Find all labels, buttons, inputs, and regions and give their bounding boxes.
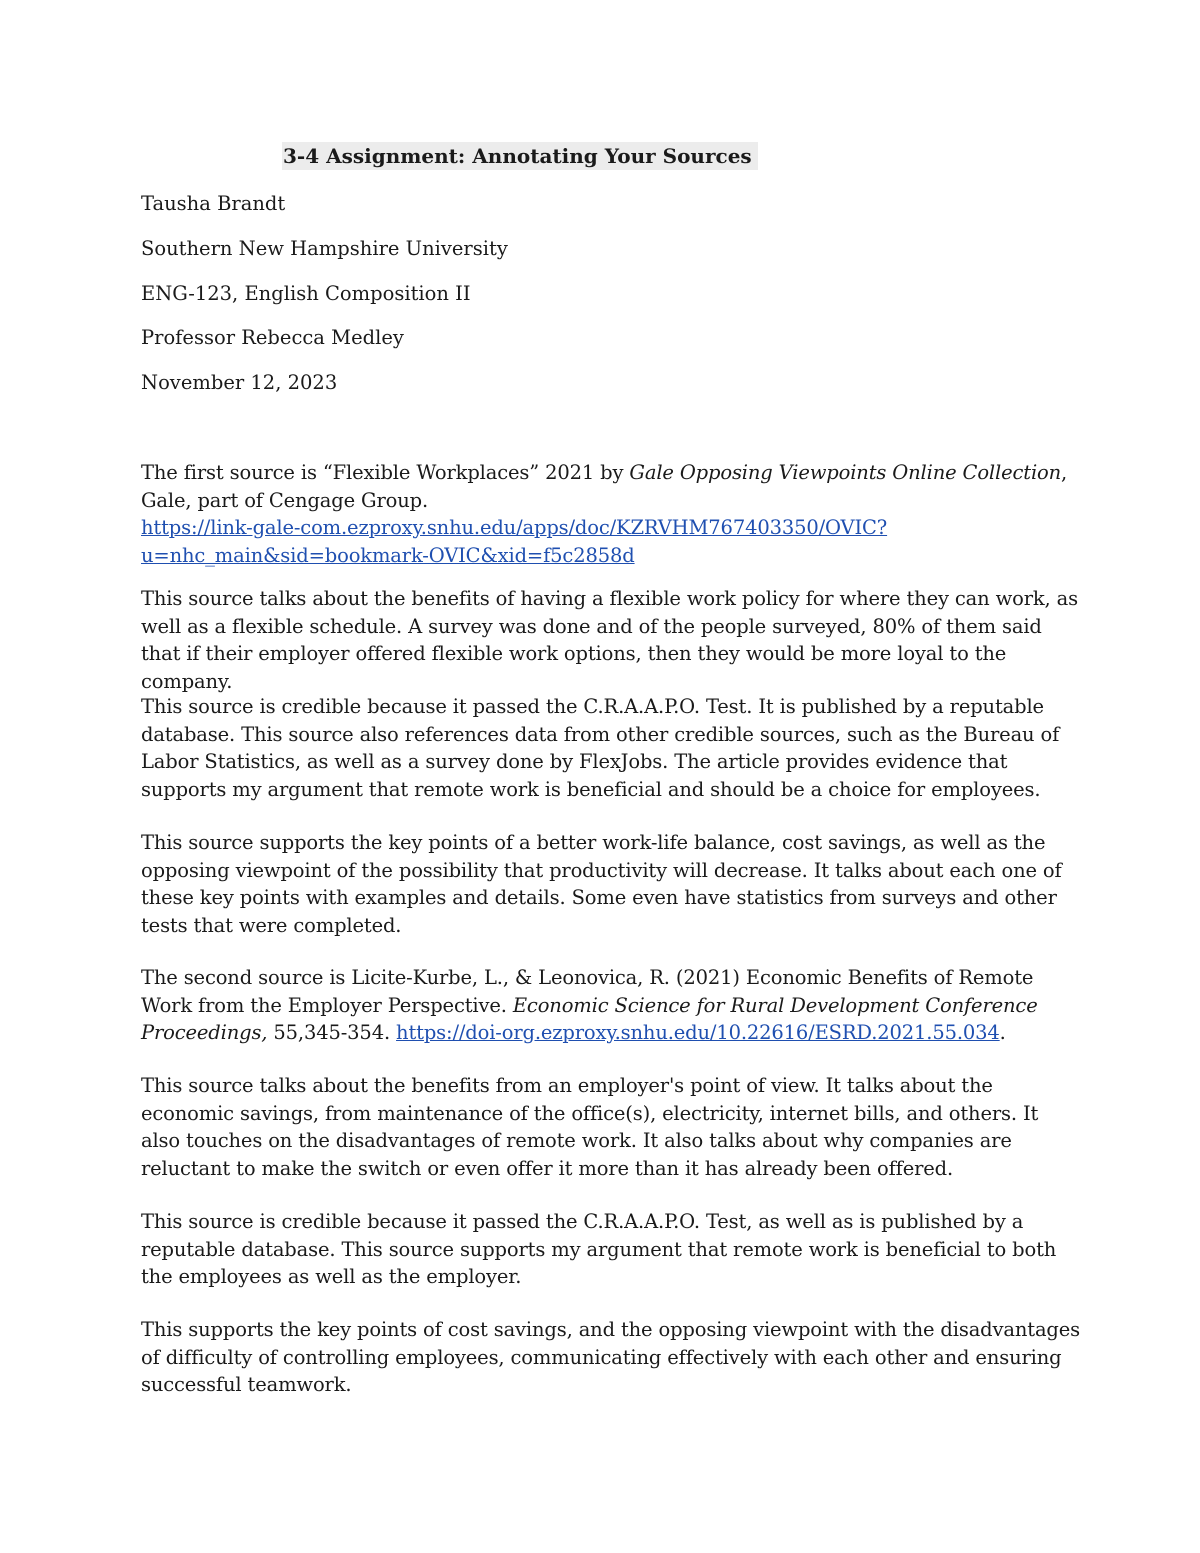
author-name: Tausha Brandt bbox=[141, 192, 286, 215]
source1-url-link-line2[interactable]: u=nhc_main&sid=bookmark-OVIC&xid=f5c2858d bbox=[141, 543, 635, 567]
source1-credibility-paragraph: This source is credible because it passed the C.R.A.A.P.O. Test. It is published by a reputable database. This source also references data from other credible sources, such as the Bureau of Labor Statistics, as well as a survey done by FlexJobs. The article provides evidence that supports my argument that remote work is beneficial and should be a choice for employees. bbox=[141, 695, 1060, 801]
source2-credibility-paragraph: This source is credible because it passed the C.R.A.A.P.O. Test, as well as is published by a reputable database. This source supports my argument that remote work is beneficial to both the employees as well as the employer. bbox=[141, 1210, 1057, 1288]
source2-citation-prefix: The second source is Licite-Kurbe, L., & Leonovica, R. (2021) Economic Benefits of Remote Work from the Employer Perspective. bbox=[141, 966, 1034, 1017]
source2-citation-publication: Economic Science for Rural Development Conference Proceedings, bbox=[141, 993, 1038, 1044]
source2-summary-paragraph: This source talks about the benefits from an employer's point of view. It talks about the economic savings, from maintenance of the office(s), electricity, internet bills, and others. It also touches on the disadvantages of remote work. It also talks about why companies are reluctant to make the switch or even offer it more than it has already been offered. bbox=[141, 1074, 1039, 1180]
source1-citation-publication: Gale Opposing Viewpoints Online Collection bbox=[629, 461, 1062, 484]
submission-date: November 12, 2023 bbox=[141, 371, 338, 394]
source1-citation-suffix: , Gale, part of Cengage Group. bbox=[141, 461, 1068, 512]
source2-url-link[interactable]: https://doi-org.ezproxy.snhu.edu/10.22616/ESRD.2021.55.034 bbox=[396, 1021, 1000, 1044]
source2-url-suffix: . bbox=[999, 1021, 1006, 1044]
source2-key-points-paragraph: This supports the key points of cost savings, and the opposing viewpoint with the disadvantages of difficulty of controlling employees, communicating effectively with each other and ensuring successful teamwork. bbox=[141, 1318, 1080, 1396]
professor-name: Professor Rebecca Medley bbox=[141, 326, 404, 349]
institution-name: Southern New Hampshire University bbox=[141, 237, 508, 260]
source1-key-points-paragraph: This source supports the key points of a better work-life balance, cost savings, as well as the opposing viewpoint of the possibility that productivity will decrease. It talks about each one of these key points with examples and details. Some even have statistics from surveys and other tests that were completed. bbox=[141, 831, 1062, 937]
course-name: ENG-123, English Composition II bbox=[141, 282, 471, 305]
source2-citation-suffix: 55,345-354. bbox=[267, 1021, 397, 1044]
source2-citation bbox=[141, 964, 1081, 1047]
source1-url-link-line1[interactable]: https://link-gale-com.ezproxy.snhu.edu/apps/doc/KZRVHM767403350/OVIC? bbox=[141, 516, 888, 539]
source1-summary-paragraph: This source talks about the benefits of having a flexible work policy for where they can work, as well as a flexible schedule. A survey was done and of the people surveyed, 80% of them said that if their employer offered flexible work options, then they would be more loyal to the company. bbox=[141, 587, 1078, 693]
document-title: 3-4 Assignment: Annotating Your Sources bbox=[282, 142, 758, 170]
source1-citation-prefix: The first source is “Flexible Workplaces” 2021 by bbox=[141, 461, 630, 484]
source1-citation bbox=[141, 459, 1081, 569]
